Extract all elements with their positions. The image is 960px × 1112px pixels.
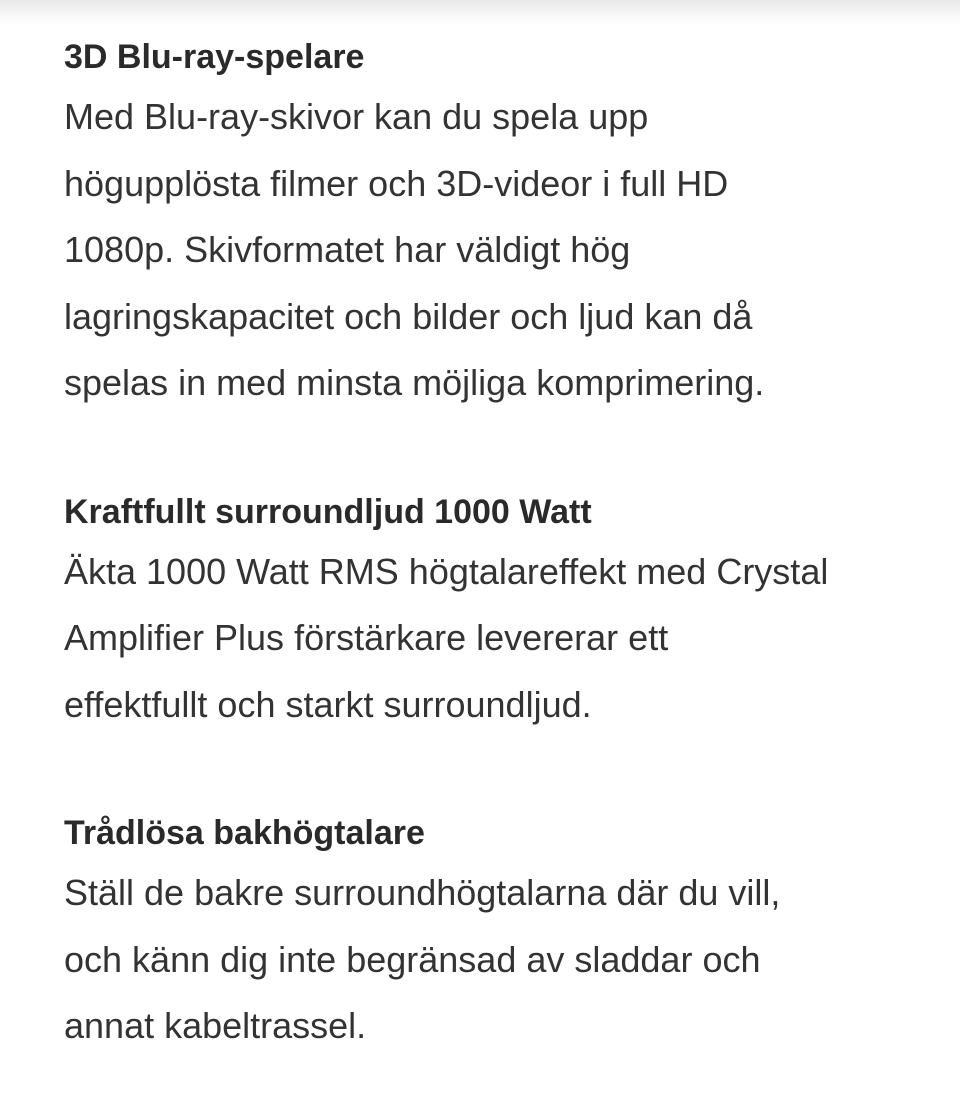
feature-title: Kraftfullt surroundljud 1000 Watt — [64, 492, 592, 531]
description-line: effektfullt och starkt surroundljud. — [64, 683, 592, 725]
description-line: Amplifier Plus förstärkare levererar ett — [64, 617, 669, 658]
description-line: annat kabeltrassel. — [64, 1005, 367, 1046]
description-line: Med Blu-ray-skivor kan du spela upp — [64, 96, 649, 137]
description-line: spelas in med minsta möjliga komprimering. — [64, 362, 765, 403]
description-line: Äkta 1000 Watt RMS högtalareffekt med Crystal — [64, 550, 829, 592]
feature-description — [64, 860, 924, 1060]
feature-title: Trådlösa bakhögtalare — [64, 814, 425, 852]
feature-section-surround — [64, 485, 944, 739]
feature-description — [64, 539, 924, 739]
feature-title: 3D Blu-ray-spelare — [64, 38, 365, 76]
description-line: 1080p. Skivformatet har väldigt hög — [64, 229, 631, 270]
feature-section-wireless-speakers — [64, 806, 944, 1060]
description-line: lagringskapacitet och bilder och ljud kan då — [64, 295, 753, 337]
description-line: Ställ de bakre surroundhögtalarna där du vill, — [64, 872, 781, 913]
top-bar-shadow — [0, 0, 960, 26]
feature-section-bluray — [64, 30, 944, 417]
feature-description — [64, 84, 924, 417]
description-line: högupplösta filmer och 3D-videor i full HD — [64, 162, 729, 204]
description-line: och känn dig inte begränsad av sladdar och — [64, 938, 761, 980]
product-features — [64, 30, 944, 1060]
